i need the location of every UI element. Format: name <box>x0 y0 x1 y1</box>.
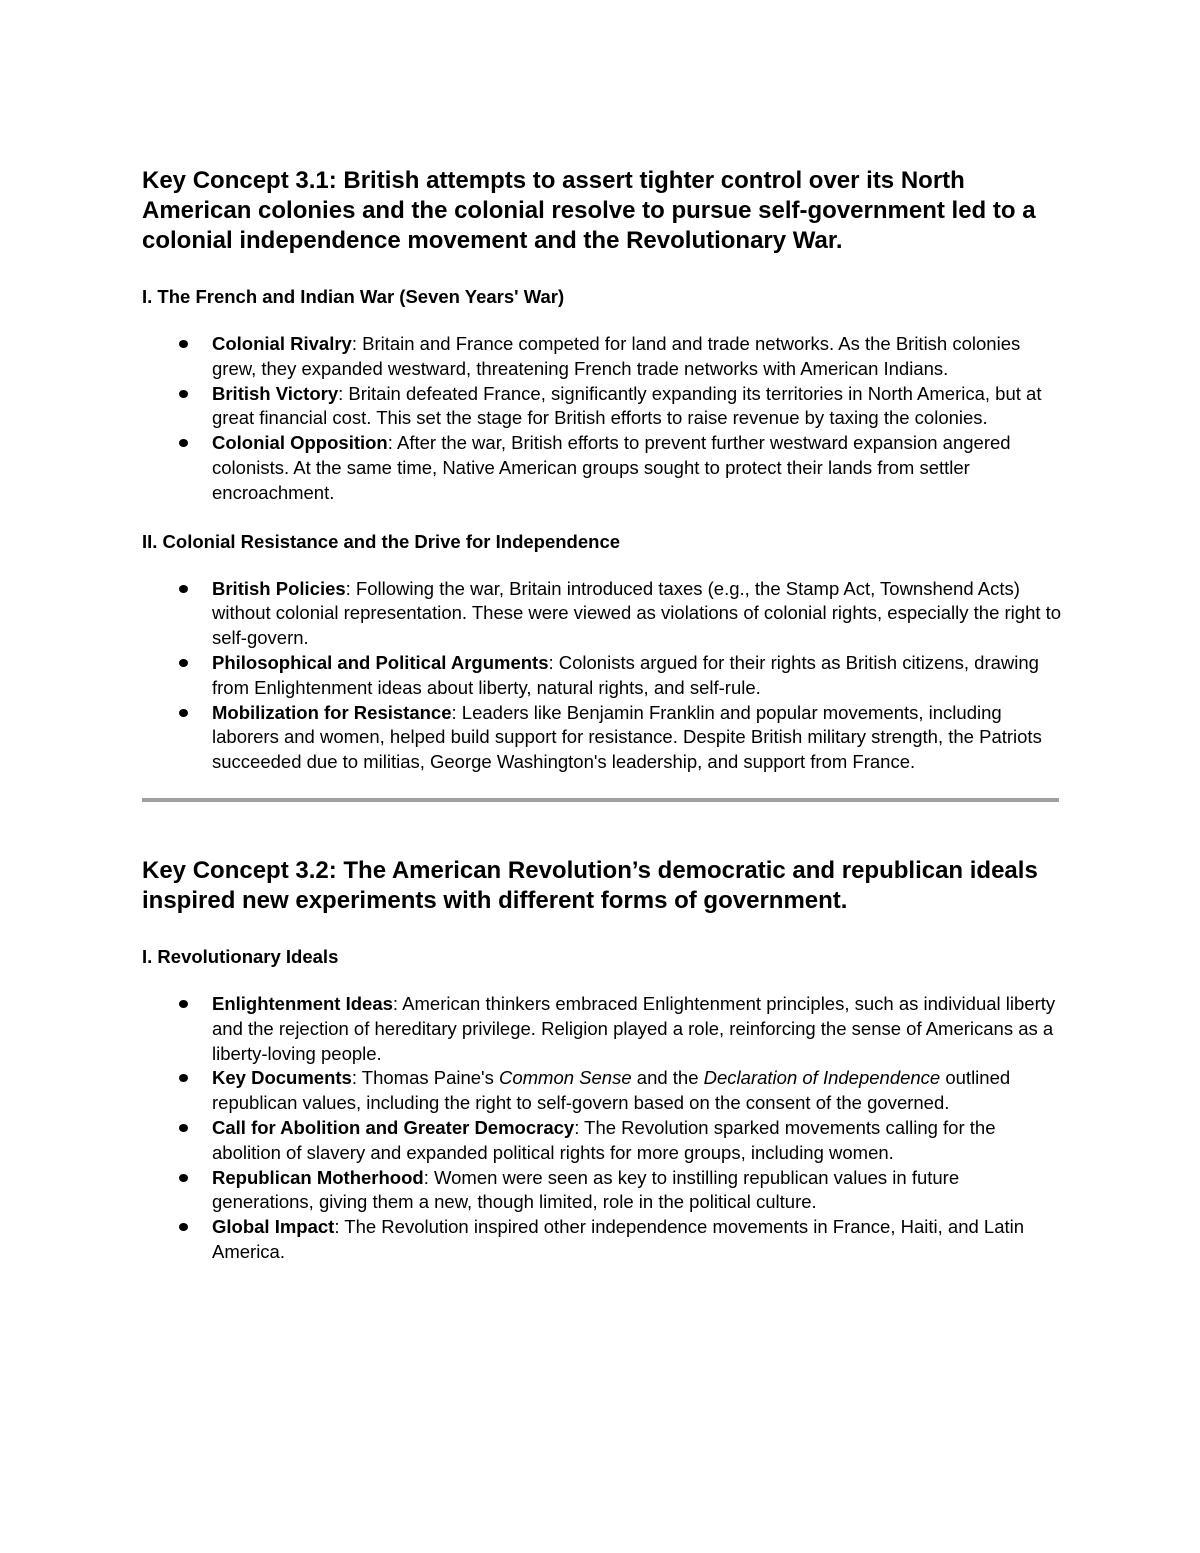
list-item <box>142 1066 1062 1116</box>
bullet-term: Colonial Opposition <box>212 432 388 454</box>
bullet-text: : Thomas Paine's <box>351 1067 499 1089</box>
bullet-icon <box>179 1174 188 1182</box>
section-revolutionary-ideals-heading: I. Revolutionary Ideals <box>142 945 339 967</box>
bullet-term: British Victory <box>212 382 339 404</box>
bullet-term: Enlightenment Ideas <box>212 992 393 1014</box>
bullet-icon <box>179 390 188 398</box>
bullet-term: Global Impact <box>212 1216 335 1238</box>
list-item <box>142 577 1062 651</box>
bullet-term: Republican Motherhood <box>212 1166 424 1188</box>
key-concept-3-2-title: Key Concept 3.2: The American Revolution’s democratic and republican ideals inspired new experiments with different forms of government. <box>142 856 1038 914</box>
bullet-icon <box>179 1124 188 1132</box>
section-colonial-resistance-heading: II. Colonial Resistance and the Drive for Independence <box>142 530 621 552</box>
bullet-text: : Britain and France competed for land and trade networks. As the British colonies grew, they expanded westward, threatening French trade networks with American Indians. <box>212 333 1021 379</box>
bullet-text: : Following the war, Britain introduced taxes (e.g., the Stamp Act, Townshend Acts) without colonial representation. These were viewed as violations of colonial rights, especially the right to self-govern. <box>212 577 1062 649</box>
bullet-icon <box>179 340 188 348</box>
bullet-icon <box>179 1000 188 1008</box>
bullet-text: outlined republican values, including the right to self-govern based on the consent of the governed. <box>212 1067 1011 1114</box>
document-title-declaration: Declaration of Independence <box>703 1067 941 1089</box>
section-french-indian-war-heading: I. The French and Indian War (Seven Years' War) <box>142 286 565 307</box>
bullet-text: : Britain defeated France, significantly expanding its territories in North America, but at great financial cost. This set the stage for British efforts to raise revenue by taxing the colonies. <box>212 382 1042 429</box>
bullet-term: Key Documents <box>212 1067 352 1089</box>
list-item <box>142 992 1062 1066</box>
bullet-term: British Policies <box>212 577 346 599</box>
revolutionary-ideals-list <box>142 992 1062 1265</box>
bullet-text: and the <box>631 1067 704 1089</box>
bullet-text: : Women were seen as key to instilling republican values in future generations, giving them a new, though limited, role in the political culture. <box>212 1166 960 1213</box>
list-item <box>142 651 1062 701</box>
list-item <box>142 382 1062 432</box>
bullet-term: Call for Abolition and Greater Democracy <box>212 1116 575 1138</box>
bullet-text: : Leaders like Benjamin Franklin and popular movements, including laborers and women, helped build support for resistance. Despite British military strength, the Patriots succeeded due to militias, George Washington's leadership, and support from France. <box>212 701 1042 773</box>
bullet-icon <box>179 709 188 717</box>
list-item <box>142 431 1062 505</box>
bullet-icon <box>179 439 188 447</box>
bullet-icon <box>179 659 188 667</box>
bullet-text: : The Revolution inspired other independence movements in France, Haiti, and Latin America. <box>212 1216 1025 1262</box>
list-item <box>142 332 1062 382</box>
colonial-resistance-list <box>142 577 1062 775</box>
bullet-text: : Colonists argued for their rights as British citizens, drawing from Enlightenment ideas about liberty, natural rights, and self-rule. <box>212 651 1039 698</box>
book-title-common-sense: Common Sense <box>498 1067 632 1089</box>
french-indian-war-list <box>142 332 1062 506</box>
list-item <box>142 1116 1062 1166</box>
bullet-icon <box>179 585 188 593</box>
list-item <box>142 1166 1062 1216</box>
bullet-term: Philosophical and Political Arguments <box>212 651 549 673</box>
bullet-term: Colonial Rivalry <box>212 333 352 354</box>
key-concept-3-1-title: Key Concept 3.1: British attempts to assert tighter control over its North American colonies and the colonial resolve to pursue self-government led to a colonial independence movement and the Revolutionary War. <box>142 167 1036 254</box>
bullet-text: : After the war, British efforts to prevent further westward expansion angered colonists. At the same time, Native American groups sought to protect their lands from settler encroachment. <box>212 432 1011 503</box>
bullet-icon <box>179 1074 188 1082</box>
bullet-text: : The Revolution sparked movements calling for the abolition of slavery and expanded political rights for more groups, including women. <box>212 1116 996 1163</box>
document-page <box>142 166 1062 1265</box>
bullet-term: Mobilization for Resistance <box>212 701 452 723</box>
bullet-icon <box>179 1223 188 1231</box>
list-item <box>142 701 1062 775</box>
bullet-text: : American thinkers embraced Enlightenment principles, such as individual liberty and the rejection of hereditary privilege. Religion played a role, reinforcing the sense of Americans as a liberty-loving people. <box>212 992 1056 1064</box>
list-item <box>142 1215 1062 1265</box>
